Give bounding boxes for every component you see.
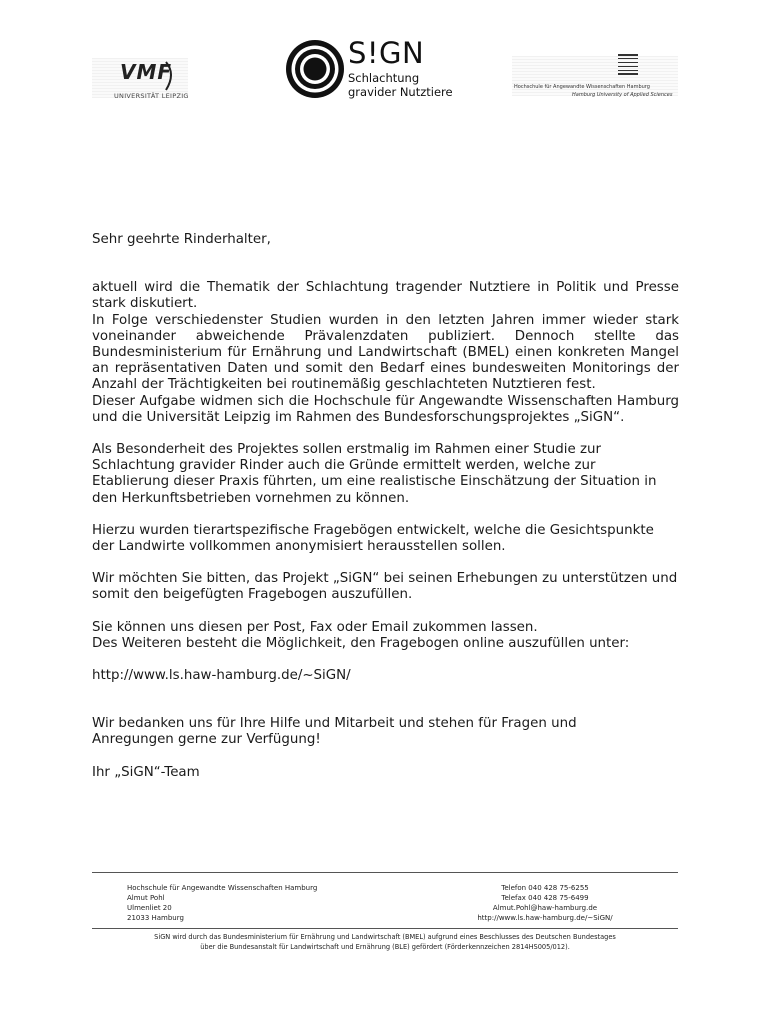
- footer-email[interactable]: Almut.Pohl@haw-hamburg.de: [492, 904, 598, 912]
- haw-logo-background: [512, 56, 678, 96]
- paragraph-questionnaire: Hierzu wurden tierartspezifische Fragebögen entwickelt, welche die Gesichtspunkte der Landwirte vollkommen anonymisiert herausstellen sollen.: [92, 522, 654, 555]
- paragraph-task: Dieser Aufgabe widmen sich die Hochschule für Angewandte Wissenschaften Hamburg und die Universität Leipzig im Rahmen des Bundesforschungsprojektes „SiGN“.: [92, 393, 679, 425]
- sign-logo-line2: gravider Nutztiere: [348, 85, 453, 99]
- vmf-logo: [92, 54, 192, 106]
- paragraph-studies-line: In Folge verschiedenster Studien wurden in den letzten Jahren immer wieder stark voneinander abweichende Prävalenzdaten publiziert. Dennoch stellte das: [92, 312, 679, 344]
- paragraph-contact: Sie können uns diesen per Post, Fax oder Email zukommen lassen.: [92, 619, 538, 635]
- footer-city: 21033 Hamburg: [127, 914, 184, 922]
- haw-logo-line2: Hamburg University of Applied Sciences: [572, 92, 673, 98]
- paragraph-bmel: Bundesministerium für Ernährung und Landwirtschaft (BMEL) einen konkreten Mangel an repräsentativen Daten und somit den Bedarf eines bundesweiten Monitorings der Anzahl der Trächtigkeiten bei routinemäßig geschlachteten Nutztieren fest.: [92, 345, 679, 393]
- vmf-logo-mark: VMF: [120, 60, 173, 84]
- vmf-logo-arc: [164, 60, 178, 92]
- vmf-logo-subtitle: UNIVERSITÄT LEIPZIG: [114, 92, 189, 100]
- sign-logo: [284, 38, 464, 100]
- paragraph-online: Des Weiteren besteht die Möglichkeit, den Fragebogen online auszufüllen unter:: [92, 635, 630, 651]
- salutation: Sehr geehrte Rinderhalter,: [92, 232, 271, 247]
- footer-website[interactable]: http://www.ls.haw-hamburg.de/~SiGN/: [477, 914, 613, 922]
- footer-phone: Telefon 040 428 75-6255: [501, 884, 589, 892]
- footer-address: [127, 883, 317, 923]
- paragraph-request: Wir möchten Sie bitten, das Projekt „SiGN“ bei seinen Erhebungen zu unterstützen und somit den beigefügten Fragebogen auszufüllen.: [92, 571, 678, 603]
- sign-logo-line1: Schlachtung: [348, 71, 420, 85]
- questionnaire-url[interactable]: http://www.ls.haw-hamburg.de/~SiGN/: [92, 668, 351, 684]
- sign-logo-name: S!GN: [348, 36, 425, 70]
- haw-bars-icon: [618, 54, 638, 77]
- paragraph-thanks: Wir bedanken uns für Ihre Hilfe und Mitarbeit und stehen für Fragen und Anregungen gerne zur Verfügung!: [92, 716, 577, 748]
- footer-fax: Telefax 040 428 75-6499: [501, 894, 589, 902]
- sign-target-icon: [284, 38, 346, 100]
- haw-logo-line1: Hochschule für Angewandte Wissenschaften Hamburg: [514, 84, 650, 90]
- funding-note-line1: SiGN wird durch das Bundesministerium für Ernährung und Landwirtschaft (BMEL) aufgrund eines Beschlusses des Deutschen Bundestages: [154, 933, 616, 941]
- letter-body: [92, 232, 679, 781]
- footer-street: Ulmenliet 20: [127, 904, 172, 912]
- footer-contact: [450, 883, 640, 923]
- funding-note: [92, 933, 678, 952]
- closing: Ihr „SiGN“-Team: [92, 764, 200, 780]
- footer-bottom-rule: [92, 928, 678, 929]
- paragraph-intro: aktuell wird die Thematik der Schlachtung tragender Nutztiere in Politik und Presse stark diskutiert.: [92, 280, 679, 312]
- footer-top-rule: [92, 872, 678, 873]
- haw-logo: [512, 52, 680, 100]
- funding-note-line2: über die Bundesanstalt für Landwirtschaft und Ernährung (BLE) gefördert (Förderkennzeichen 2814HS005/012).: [200, 942, 570, 951]
- footer-institution: Hochschule für Angewandte Wissenschaften Hamburg: [127, 884, 318, 892]
- footer-contact-name: Almut Pohl: [127, 894, 165, 902]
- paragraph-special: Als Besonderheit des Projektes sollen erstmalig im Rahmen einer Studie zur Schlachtung gravider Rinder auch die Gründe ermittelt werden, welche zur Etablierung dieser Praxis führten, um eine realistische Einschätzung der Situation in den Herkunftsbetrieben vornehmen zu können.: [92, 442, 657, 506]
